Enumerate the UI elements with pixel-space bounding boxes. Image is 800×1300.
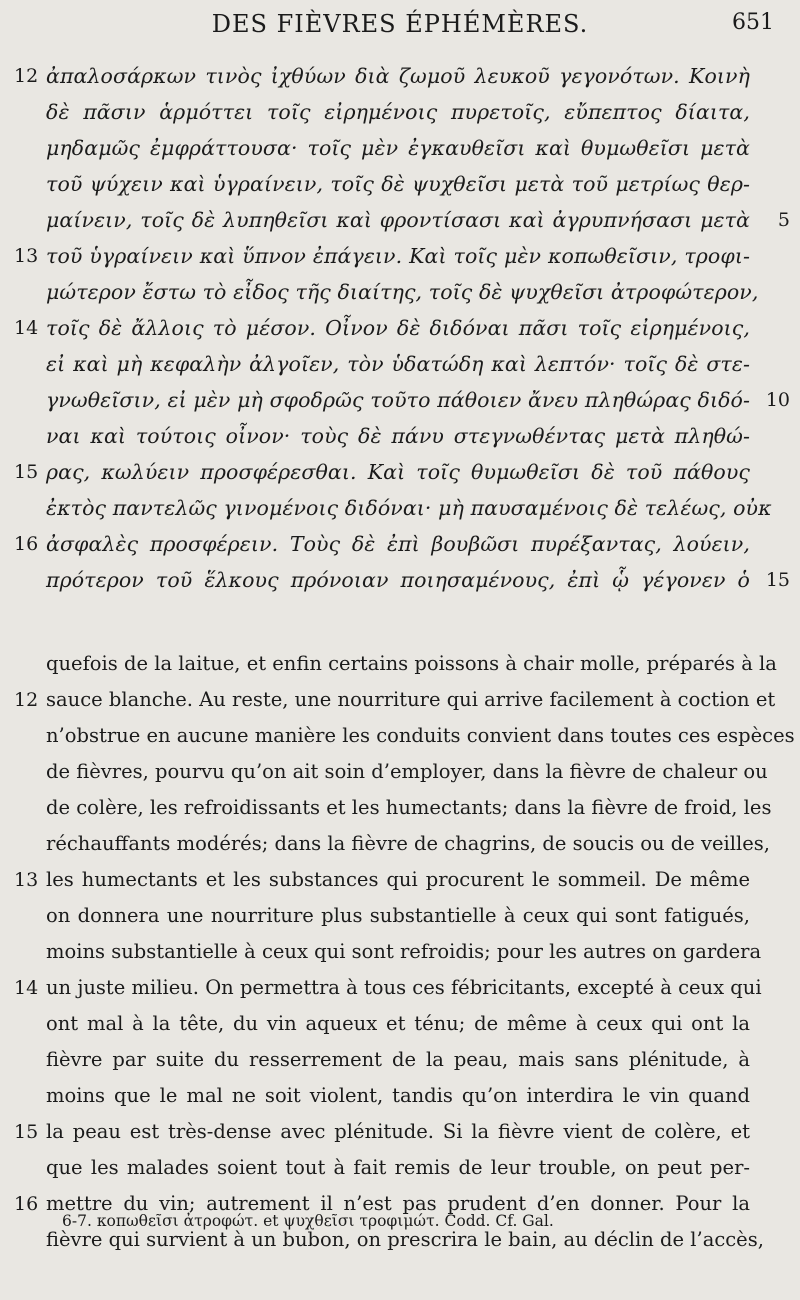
- greek-line: [0, 310, 800, 346]
- text-line: la peau est très-dense avec plénitude. Si la fièvre vient de colère, et: [46, 1120, 750, 1143]
- french-line: [0, 1078, 800, 1114]
- text-line: μηδαμῶς ἐμφράττουσα· τοῖς μὲν ἐγκαυθεῖσι καὶ θυμωθεῖσι μετὰ: [46, 136, 750, 160]
- left-line-number: 13: [14, 245, 39, 267]
- text-line: γνωθεῖσιν, εἰ μὲν μὴ σφοδρῶς τοῦτο πάθοιεν ἄνευ πληθώρας διδό-: [46, 388, 750, 412]
- text-line: ἐκτὸς παντελῶς γινομένοις διδόναι· μὴ παυσαμένοις δὲ τελέως, οὐκ: [46, 496, 772, 520]
- text-line: réchauffants modérés; dans la fièvre de chagrins, de soucis ou de veilles,: [46, 832, 771, 855]
- text-line: πρότερον τοῦ ἕλκους πρόνοιαν ποιησαμένους, ἐπὶ ᾧ γέγονεν ὁ: [46, 568, 750, 592]
- text-line: de colère, les refroidissants et les humectants; dans la fièvre de froid, les: [46, 796, 772, 819]
- text-line: n’obstrue en aucune manière les conduits convient dans toutes ces espèces: [46, 724, 795, 747]
- greek-line: [0, 94, 800, 130]
- left-line-number: 12: [14, 65, 39, 87]
- greek-line: [0, 238, 800, 274]
- text-line: μώτερον ἔστω τὸ εἶδος τῆς διαίτης, τοῖς δὲ ψυχθεῖσι ἀτροφώτερον,: [46, 280, 759, 304]
- french-translation-block: [0, 646, 800, 1258]
- text-line: mettre du vin; autrement il n’est pas prudent d’en donner. Pour la: [46, 1192, 750, 1215]
- running-head: DES FIÈVRES ÉPHÉMÈRES.: [211, 10, 589, 38]
- left-line-number: 12: [14, 689, 39, 711]
- text-line: fièvre par suite du resserrement de la peau, mais sans plénitude, à: [46, 1048, 750, 1071]
- greek-line: [0, 346, 800, 382]
- french-line: [0, 790, 800, 826]
- left-line-number: 15: [14, 461, 39, 483]
- left-line-number: 13: [14, 869, 39, 891]
- text-line: on donnera une nourriture plus substantielle à ceux qui sont fatigués,: [46, 904, 750, 927]
- text-line: moins substantielle à ceux qui sont refroidis; pour les autres on gardera: [46, 940, 762, 963]
- right-line-number: 15: [765, 569, 790, 591]
- greek-line: [0, 526, 800, 562]
- text-line: τοῦ ὑγραίνειν καὶ ὕπνον ἐπάγειν. Καὶ τοῖς μὲν κοπωθεῖσιν, τροφι-: [46, 244, 750, 268]
- french-line: [0, 826, 800, 862]
- text-line: fièvre qui survient à un bubon, on prescrira le bain, au déclin de l’accès,: [46, 1228, 764, 1251]
- greek-line: [0, 454, 800, 490]
- text-line: τοῦ ψύχειν καὶ ὑγραίνειν, τοῖς δὲ ψυχθεῖσι μετὰ τοῦ μετρίως θερ-: [46, 172, 750, 196]
- french-line: [0, 970, 800, 1006]
- french-line: [0, 646, 800, 682]
- greek-line: [0, 274, 800, 310]
- greek-line: [0, 130, 800, 166]
- text-line: un juste milieu. On permettra à tous ces fébricitants, excepté à ceux qui: [46, 976, 762, 999]
- text-line: ἀσφαλὲς προσφέρειν. Τοὺς δὲ ἐπὶ βουβῶσι πυρέξαντας, λούειν,: [46, 532, 750, 556]
- greek-line: [0, 58, 800, 94]
- greek-line: [0, 382, 800, 418]
- text-line: μαίνειν, τοῖς δὲ λυπηθεῖσι καὶ φροντίσασι καὶ ἀγρυπνήσασι μετὰ: [46, 208, 750, 232]
- french-line: [0, 718, 800, 754]
- text-line: quefois de la laitue, et enfin certains poissons à chair molle, préparés à la: [46, 652, 777, 675]
- text-line: les humectants et les substances qui procurent le sommeil. De même: [46, 868, 750, 891]
- left-line-number: 16: [14, 1193, 39, 1215]
- text-line: de fièvres, pourvu qu’on ait soin d’employer, dans la fièvre de chaleur ou: [46, 760, 768, 783]
- french-line: [0, 1006, 800, 1042]
- left-line-number: 16: [14, 533, 39, 555]
- text-line: ρας, κωλύειν προσφέρεσθαι. Καὶ τοῖς θυμωθεῖσι δὲ τοῦ πάθους: [46, 460, 750, 484]
- text-line: que les malades soient tout à fait remis de leur trouble, on peut per-: [46, 1156, 750, 1179]
- left-line-number: 14: [14, 977, 39, 999]
- text-line: ναι καὶ τούτοις οἶνον· τοὺς δὲ πάνυ στεγνωθέντας μετὰ πληθώ-: [46, 424, 750, 448]
- french-line: [0, 1114, 800, 1150]
- greek-line: [0, 490, 800, 526]
- greek-line: [0, 166, 800, 202]
- right-line-number: 5: [777, 209, 790, 231]
- french-line: [0, 934, 800, 970]
- greek-line: [0, 418, 800, 454]
- right-line-number: 10: [765, 389, 790, 411]
- footnote: 6-7. κοπωθεῖσι ἀτροφώτ. et ψυχθεῖσι τροφιμώτ. Codd. Cf. Gal.: [62, 1212, 554, 1230]
- text-line: τοῖς δὲ ἄλλοις τὸ μέσον. Οἶνον δὲ διδόναι πᾶσι τοῖς εἰρημένοις,: [46, 316, 750, 340]
- greek-line: [0, 202, 800, 238]
- text-line: εἰ καὶ μὴ κεφαλὴν ἀλγοῖεν, τὸν ὑδατώδη καὶ λεπτόν· τοῖς δὲ στε-: [46, 352, 750, 376]
- french-line: [0, 1150, 800, 1186]
- text-line: moins que le mal ne soit violent, tandis qu’on interdira le vin quand: [46, 1084, 750, 1107]
- french-line: [0, 682, 800, 718]
- french-line: [0, 898, 800, 934]
- greek-line: [0, 562, 800, 598]
- left-line-number: 14: [14, 317, 39, 339]
- french-line: [0, 862, 800, 898]
- left-line-number: 15: [14, 1121, 39, 1143]
- page-number: 651: [732, 10, 774, 35]
- french-line: [0, 754, 800, 790]
- text-line: ont mal à la tête, du vin aqueux et ténu; de même à ceux qui ont la: [46, 1012, 750, 1035]
- text-line: ἀπαλοσάρκων τινὸς ἰχθύων διὰ ζωμοῦ λευκοῦ γεγονότων. Κοινὴ: [46, 64, 750, 88]
- text-line: sauce blanche. Au reste, une nourriture qui arrive facilement à coction et: [46, 688, 776, 711]
- text-line: δὲ πᾶσιν ἁρμόττει τοῖς εἰρημένοις πυρετοῖς, εὔπεπτος δίαιτα,: [46, 100, 750, 124]
- greek-text-block: [0, 58, 800, 598]
- french-line: [0, 1042, 800, 1078]
